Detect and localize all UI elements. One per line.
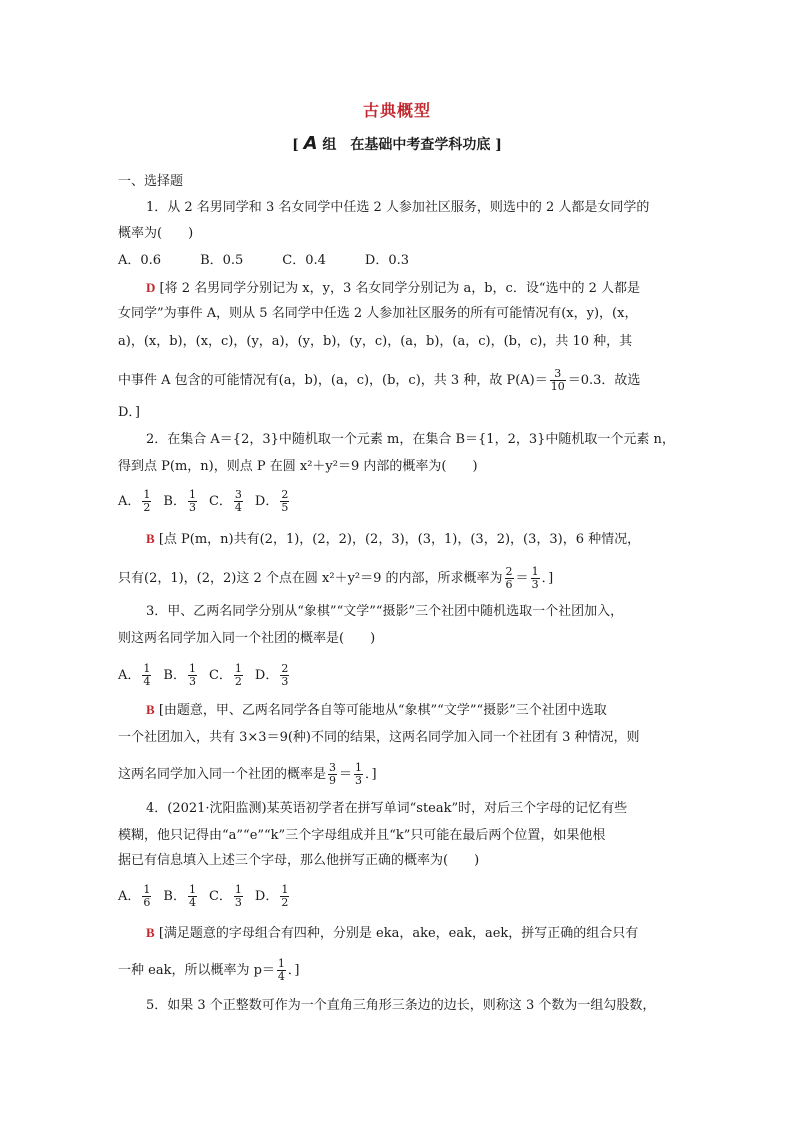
q4-option-d: D． $\frac{1}{2}$	[254, 883, 289, 909]
q2-option-b: B． $\frac{1}{3}$	[163, 488, 196, 514]
q2-solution-1	[146, 530, 640, 549]
q3-solution-2: 一个社团加入，共有 3×3＝9(种)不同的结果，这两名同学加入同一个社团有 3 种情况，则	[118, 730, 640, 745]
group-label: 组 在基础中考查学科功底	[322, 137, 491, 153]
q3-option-b: B． $\frac{1}{3}$	[163, 662, 196, 688]
q1-solution-text-4a: 中事件 A 包含的可能情况有(a，b)，(a，c)，(b，c)，共 3 种，故 P(A)＝	[118, 373, 548, 388]
q1-fraction	[550, 368, 566, 393]
q2-option-c: C． $\frac{3}{4}$	[208, 488, 242, 514]
q5-line-1: 5．如果 3 个正整数可作为一个直角三角形三条边的边长，则称这 3 个数为一组勾股数，	[146, 998, 656, 1013]
q4-option-c: C． $\frac{1}{3}$	[208, 883, 242, 909]
q1-solution-4	[118, 368, 640, 393]
q3-option-d: D． $\frac{2}{3}$	[254, 662, 289, 688]
q1-solution-1	[146, 279, 640, 298]
q1-line-1: 1．从 2 名男同学和 3 名女同学中任选 2 人参加社区服务，则选中的 2 人都是女同学的	[146, 200, 650, 215]
q1-solution-3: a)，(x，b)，(x，c)，(y，a)，(y，b)，(y，c)，(a，b)，(a，c)，(b，c)，共 10 种，其	[118, 334, 633, 349]
q3-line-2: 则这两名同学加入同一个社团的概率是( )	[118, 631, 376, 646]
page-title: 古典概型	[362, 101, 431, 120]
q2-options	[118, 489, 301, 514]
q2-option-d: D． $\frac{2}{5}$	[254, 488, 289, 514]
group-heading	[0, 133, 794, 154]
q1-solution-2: 女同学”为事件 A，则从 5 名同学中任选 2 人参加社区服务的所有可能情况有(x，y)，(x，	[118, 306, 638, 321]
q4-solution-2: 一种 eak，所以概率为 p＝ $\frac{1}{4}$ ．]	[118, 957, 300, 983]
bracket-close: ]	[495, 137, 502, 153]
section-heading: 一、选择题	[118, 174, 184, 189]
q3-answer: B	[146, 702, 155, 717]
q2-solution-2: 只有(2，1)，(2，2)这 2 个点在圆 x²＋y²＝9 的内部，所求概率为 $\frac{2}{6}$ ＝ $\frac{1}{3}$ ．]	[118, 565, 554, 591]
q2-solution-text-1: [点 P(m，n)共有(2，1)，(2，2)，(2，3)，(3，1)，(3，2)，(3，3)，6 种情况，	[158, 532, 641, 547]
q2-line-1: 2．在集合 A＝{2，3}中随机取一个元素 m，在集合 B＝{1，2，3}中随机取一个元素 n，	[146, 432, 675, 447]
q1-solution-text-4b: ＝0.3．故选	[567, 373, 641, 388]
q2-option-a: A． $\frac{1}{2}$	[118, 488, 151, 514]
numerator: 3	[550, 368, 566, 381]
q3-line-1: 3．甲、乙两名同学分别从“象棋”“文学”“摄影”三个社团中随机选取一个社团加入，	[146, 604, 624, 619]
q1-answer: D	[146, 280, 156, 295]
q3-solution-1: B [由题意，甲、乙两名同学各自等可能地从“象棋”“文学”“摄影”三个社团中选取	[146, 702, 607, 718]
q4-options	[118, 884, 301, 909]
q2-line-2: 得到点 P(m，n)，则点 P 在圆 x²＋y²＝9 内部的概率为( )	[118, 459, 478, 474]
q3-options	[118, 663, 301, 688]
q4-solution-1: B [满足题意的字母组合有四种，分别是 eka，ake，eak，aek，拼写正确的组合只有	[146, 925, 639, 941]
bracket-open: [	[292, 137, 299, 153]
q4-line-3: 据已有信息填入上述三个字母，那么他拼写正确的概率为( )	[118, 853, 480, 868]
q3-option-a: A． $\frac{1}{4}$	[118, 662, 151, 688]
denominator: 10	[550, 380, 565, 393]
q4-line-1: 4．(2021·沈阳监测)某英语初学者在拼写单词“steak”时，对后三个字母的记忆有些	[146, 801, 628, 816]
group-letter: A	[303, 133, 318, 154]
q1-line-2: 概率为( )	[118, 226, 194, 241]
q1-solution-text-1: [将 2 名男同学分别记为 x，y，3 名女同学分别记为 a，b，c．设“选中的 2 人都是	[159, 281, 641, 296]
q3-solution-3: 这两名同学加入同一个社团的概率是 $\frac{3}{9}$ ＝ $\frac{1}{3}$ ．]	[118, 761, 377, 787]
q1-solution-5: D．]	[118, 405, 140, 420]
q1-options: A．0.6 B．0.5 C．0.4 D．0.3	[118, 253, 410, 268]
q3-option-c: C． $\frac{1}{2}$	[208, 662, 242, 688]
q4-answer: B	[146, 925, 155, 940]
q2-answer: B	[146, 531, 155, 546]
q4-option-b: B． $\frac{1}{4}$	[163, 883, 196, 909]
q4-line-2: 模糊，他只记得由“a”“e”“k”三个字母组成并且“k”只可能在最后两个位置，如果他根	[118, 828, 606, 843]
q4-option-a: A． $\frac{1}{6}$	[118, 883, 151, 909]
